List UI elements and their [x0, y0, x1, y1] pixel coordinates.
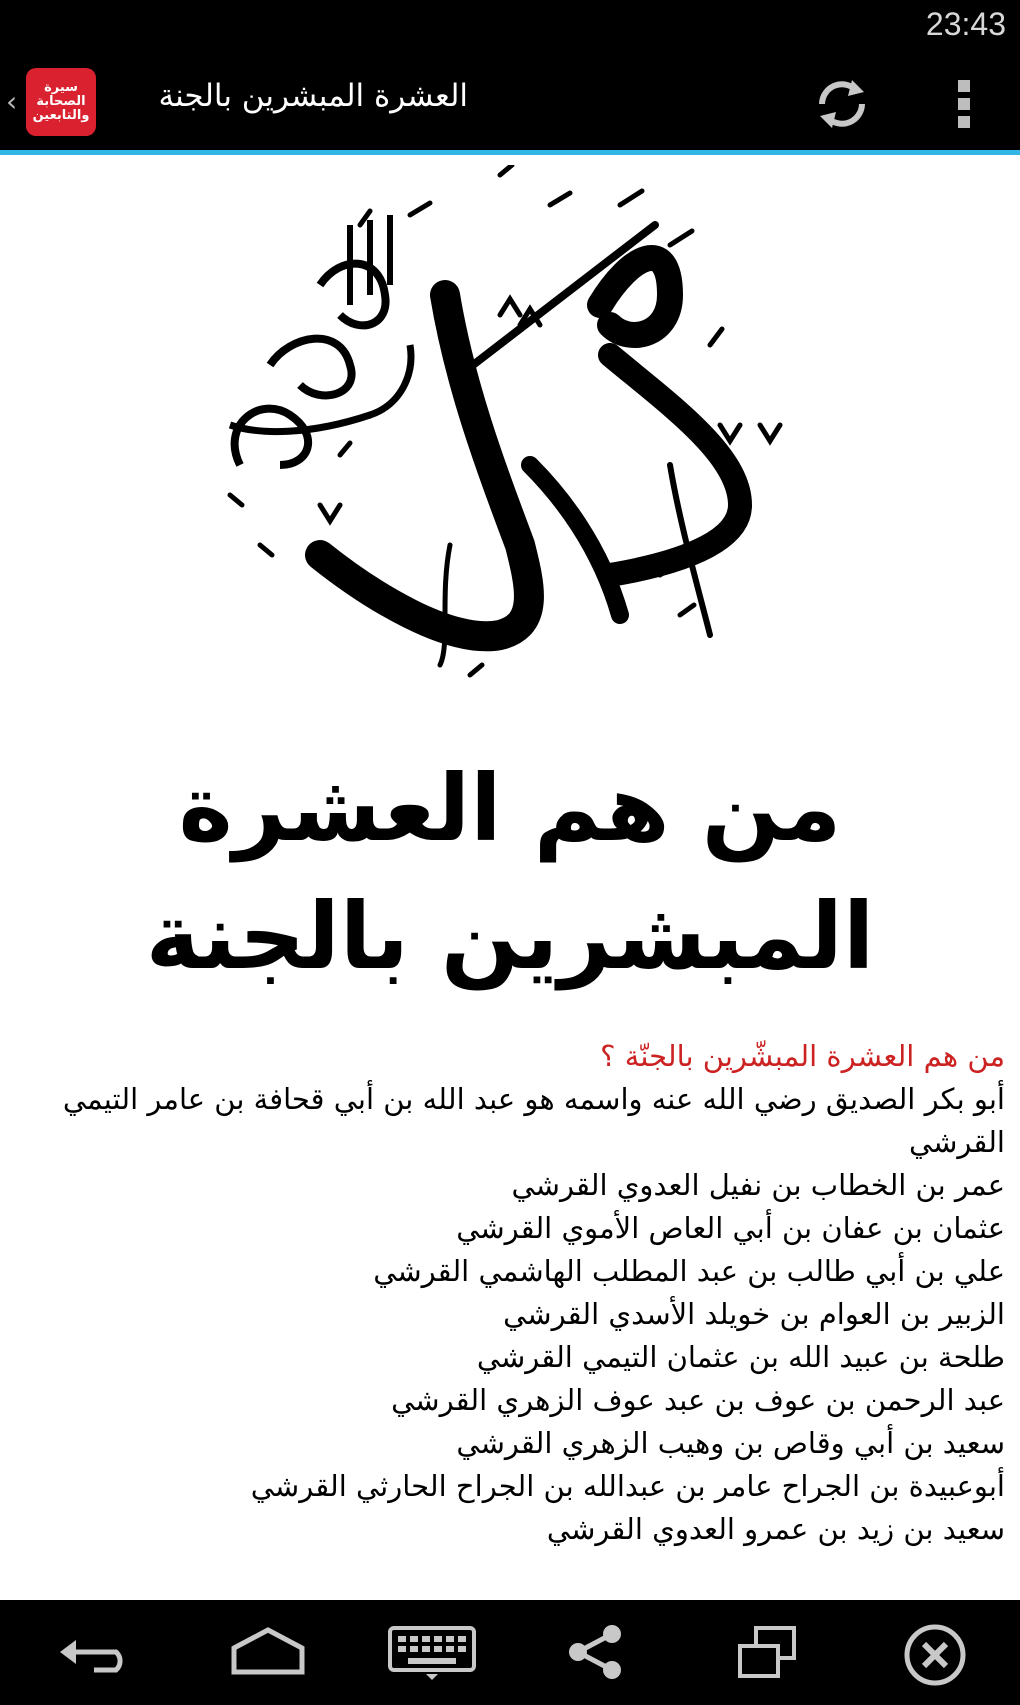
share-button[interactable] — [564, 1622, 628, 1682]
refresh-icon — [812, 74, 872, 134]
muhammad-calligraphy-image — [200, 165, 820, 725]
back-button[interactable] — [54, 1622, 134, 1682]
close-icon — [902, 1622, 968, 1688]
list-item: عثمان بن عفان بن أبي العاص الأموي القرشي — [456, 1211, 1005, 1245]
list-item: الزبير بن العوام بن خويلد الأسدي القرشي — [503, 1297, 1005, 1331]
action-bar-title[interactable]: العشرة المبشرين بالجنة — [158, 78, 468, 114]
article-question: من هم العشرة المبشّرين بالجنّة ؟ — [600, 1039, 1005, 1073]
overflow-menu-button[interactable] — [944, 74, 984, 134]
list-item: أبو بكر الصديق رضي الله عنه واسمه هو عبد الله بن أبي قحافة بن عامر التيمي القرشي — [62, 1082, 1005, 1159]
recent-apps-icon — [734, 1622, 800, 1682]
share-icon — [564, 1622, 628, 1682]
app-icon[interactable]: سيرة الصحابة والتابعين — [26, 68, 96, 136]
list-item: عمر بن الخطاب بن نفيل العدوي القرشي — [511, 1168, 1005, 1202]
status-time: 23:43 — [925, 6, 1006, 42]
keyboard-icon — [386, 1622, 478, 1682]
list-item: طلحة بن عبيد الله بن عثمان التيمي القرشي — [476, 1340, 1005, 1374]
article-body — [20, 1035, 1005, 1551]
back-icon — [54, 1622, 134, 1682]
keyboard-button[interactable] — [386, 1622, 478, 1682]
list-item: عبد الرحمن بن عوف بن عبد عوف الزهري القرشي — [391, 1383, 1005, 1417]
overflow-menu-icon — [944, 74, 984, 134]
list-item: سعيد بن زيد بن عمرو العدوي القرشي — [546, 1512, 1005, 1546]
home-button[interactable] — [226, 1622, 310, 1682]
status-bar — [0, 0, 1020, 52]
article-headline: من هم العشرة المبشرين بالجنة — [145, 755, 875, 990]
list-item: سعيد بن أبي وقاص بن وهيب الزهري القرشي — [456, 1426, 1005, 1460]
close-button[interactable] — [902, 1622, 968, 1682]
article-content[interactable] — [0, 155, 1020, 1600]
up-caret-icon[interactable]: ‹ — [6, 85, 18, 118]
navigation-bar — [0, 1600, 1020, 1705]
list-item: علي بن أبي طالب بن عبد المطلب الهاشمي القرشي — [373, 1254, 1005, 1288]
recent-apps-button[interactable] — [734, 1622, 800, 1682]
refresh-button[interactable] — [812, 74, 872, 134]
action-bar — [0, 52, 1020, 150]
list-item: أبوعبيدة بن الجراح عامر بن عبدالله بن الجراح الحارثي القرشي — [250, 1469, 1005, 1503]
home-icon — [226, 1622, 310, 1682]
